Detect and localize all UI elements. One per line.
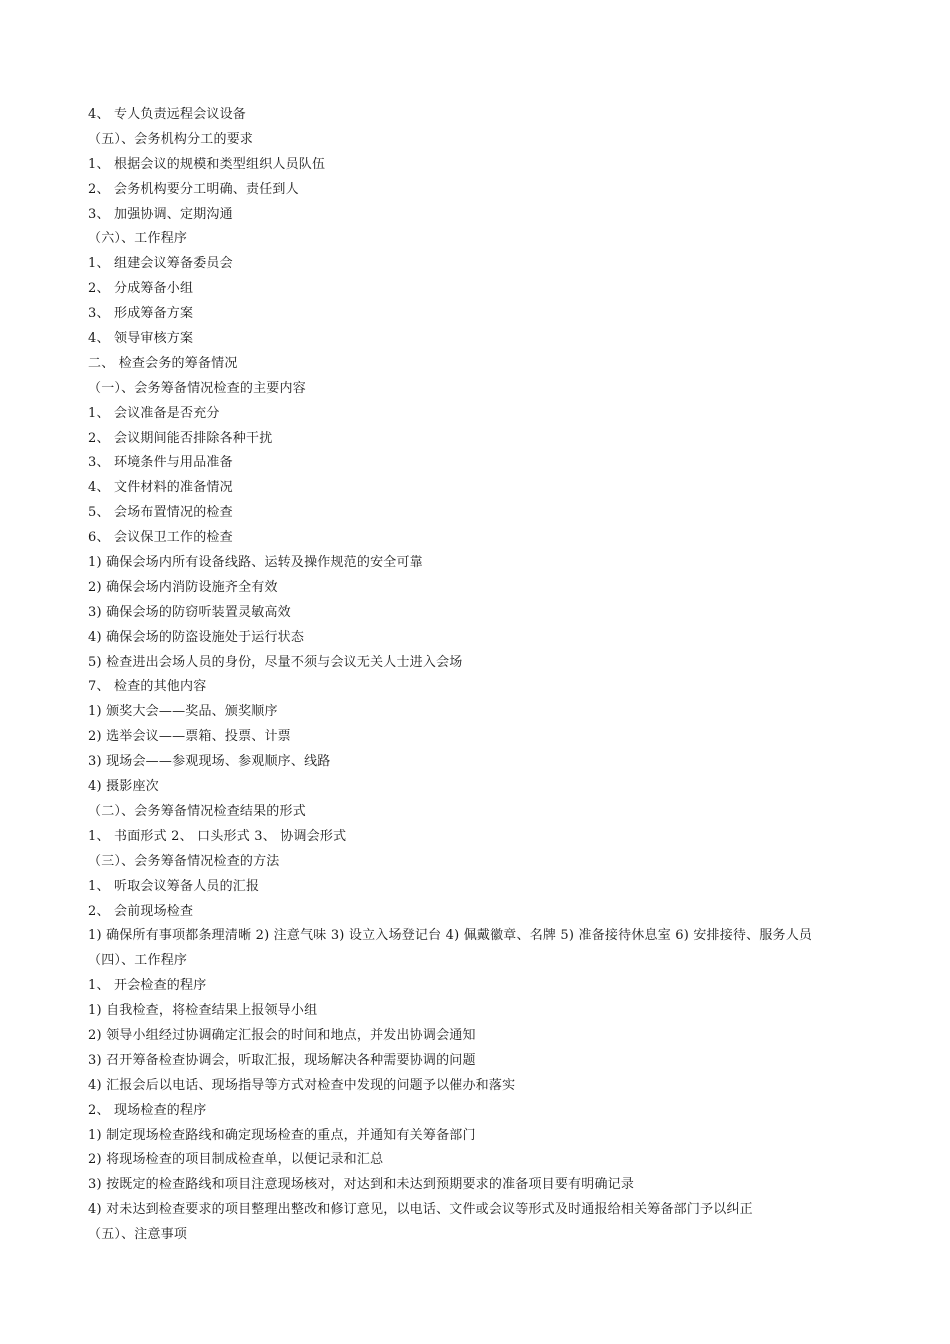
sub-item: 3) 召开筹备检查协调会，听取汇报，现场解决各种需要协调的问题: [88, 1052, 476, 1068]
sub-item: 2) 将现场检查的项目制成检查单，以便记录和汇总: [88, 1152, 384, 1168]
line-item: 3、 环境条件与用品准备: [88, 455, 233, 471]
sub-item: 1) 确保会场内所有设备线路、运转及操作规范的安全可靠: [88, 555, 423, 571]
sub-item: 5) 检查进出会场人员的身份，尽量不须与会议无关人士进入会场: [88, 654, 463, 670]
section-heading: （二）、会务筹备情况检查结果的形式: [88, 803, 306, 819]
sub-item: 1) 颁奖大会——奖品、颁奖顺序: [88, 704, 278, 720]
line-item: 6、 会议保卫工作的检查: [88, 530, 233, 546]
section-heading: （一）、会务筹备情况检查的主要内容: [88, 380, 306, 396]
line-item: 2、 会前现场检查: [88, 903, 194, 919]
chapter-heading: 二、 检查会务的筹备情况: [88, 355, 238, 371]
sub-item: 1) 确保所有事项都条理清晰 2) 注意气味 3) 设立入场登记台 4) 佩戴徽章、名牌 5) 准备接待休息室 6) 安排接待、服务人员: [88, 928, 813, 944]
line-item: 2、 现场检查的程序: [88, 1102, 207, 1118]
sub-item: 4) 摄影座次: [88, 779, 159, 795]
section-heading: （三）、会务筹备情况检查的方法: [88, 853, 280, 869]
line-item: 3、 形成筹备方案: [88, 306, 194, 322]
line-item: 7、 检查的其他内容: [88, 679, 207, 695]
line-item: 1、 根据会议的规模和类型组织人员队伍: [88, 156, 326, 172]
line-item: 5、 会场布置情况的检查: [88, 505, 233, 521]
section-heading: （六）、工作程序: [88, 231, 188, 247]
line-item: 1、 书面形式 2、 口头形式 3、 协调会形式: [88, 828, 347, 844]
line-item: 1、 会议准备是否充分: [88, 405, 220, 421]
sub-item: 4) 确保会场的防盗设施处于运行状态: [88, 629, 305, 645]
line-item: 4、 专人负责远程会议设备: [88, 107, 247, 122]
line-item: 1、 听取会议筹备人员的汇报: [88, 878, 260, 894]
sub-item: 3) 现场会——参观现场、参观顺序、线路: [88, 754, 331, 770]
section-heading: （四）、工作程序: [88, 953, 188, 969]
line-item: 2、 会议期间能否排除各种干扰: [88, 430, 273, 446]
sub-item: 3) 按既定的检查路线和项目注意现场核对，对达到和未达到预期要求的准备项目要有明确记录: [88, 1177, 635, 1193]
section-heading: （五）、注意事项: [88, 1227, 188, 1243]
line-item: 4、 文件材料的准备情况: [88, 480, 233, 496]
line-item: 1、 开会检查的程序: [88, 978, 207, 994]
sub-item: 2) 选举会议——票箱、投票、计票: [88, 729, 291, 745]
line-item: 4、 领导审核方案: [88, 331, 194, 347]
section-heading: （五）、会务机构分工的要求: [88, 131, 254, 147]
line-item: 2、 会务机构要分工明确、责任到人: [88, 181, 299, 197]
line-item: 3、 加强协调、定期沟通: [88, 206, 233, 222]
sub-item: 4) 对未达到检查要求的项目整理出整改和修订意见，以电话、文件或会议等形式及时通报给相关筹备部门予以纠正: [88, 1202, 753, 1218]
sub-item: 1) 制定现场检查路线和确定现场检查的重点，并通知有关筹备部门: [88, 1127, 476, 1143]
sub-item: 2) 领导小组经过协调确定汇报会的时间和地点，并发出协调会通知: [88, 1027, 476, 1043]
line-item: 1、 组建会议筹备委员会: [88, 256, 233, 272]
sub-item: 3) 确保会场的防窃听装置灵敏高效: [88, 604, 291, 620]
line-item: 2、 分成筹备小组: [88, 281, 194, 297]
sub-item: 1) 自我检查，将检查结果上报领导小组: [88, 1003, 318, 1019]
document-body: [88, 103, 938, 1248]
sub-item: 4) 汇报会后以电话、现场指导等方式对检查中发现的问题予以催办和落实: [88, 1077, 516, 1093]
sub-item: 2) 确保会场内消防设施齐全有效: [88, 579, 278, 595]
